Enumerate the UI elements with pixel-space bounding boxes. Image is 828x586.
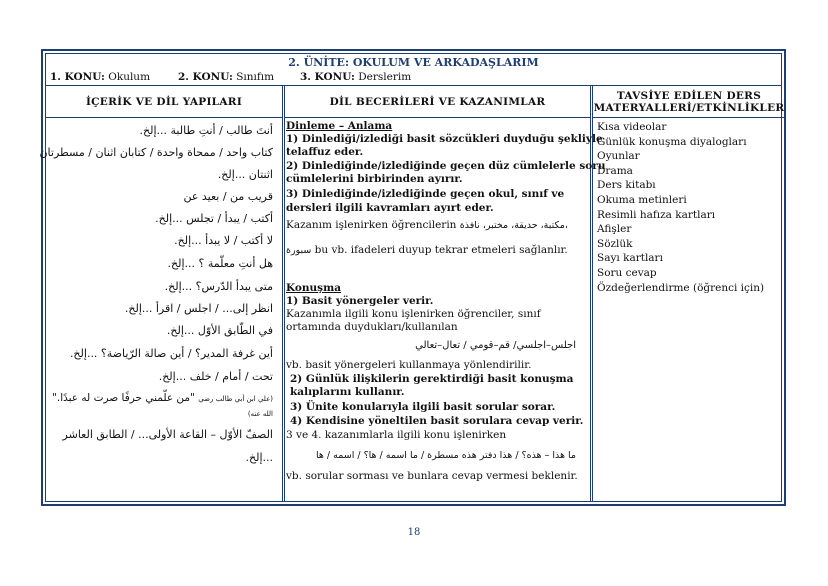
konu-3: 3. KONU: Derslerim (300, 71, 412, 83)
materials-list (597, 120, 764, 295)
list-item: Okuma metinleri (597, 193, 687, 206)
konusma-2b: kalıplarını kullanır. (290, 386, 405, 398)
quote-attribution: الله عنه) (247, 410, 273, 418)
konusma-2a: 2) Günlük ilişkilerin gerektirdiği basit konuşma (290, 373, 574, 385)
konusma-title: Konuşma (286, 282, 341, 294)
list-item: Soru cevap (597, 266, 657, 279)
column-divider-1 (282, 86, 285, 501)
list-item: Oyunlar (597, 150, 640, 163)
kazanim-1a: 1) Dinlediği/izlediği basit sözcükleri duyduğu şekliyle (286, 133, 603, 145)
content-line: هل أنتِ معلّمة ؟ ...إلخ. (167, 257, 273, 270)
table-header (46, 54, 781, 86)
list-item: Günlük konuşma diyalogları (597, 135, 747, 148)
konu-1: 1. KONU: Okulum (50, 71, 151, 83)
column-divider-2 (590, 86, 593, 501)
kazanim-3-note: Kazanım işlenirken öğrencilerin مكتبة، حديقة، مختبر، نافذة، (286, 219, 568, 231)
konusma-1-note-c: vb. basit yönergeleri kullanmaya yönlendirilir. (286, 359, 532, 371)
list-item: Sayı kartları (597, 252, 663, 265)
table-inner (39, 53, 785, 502)
column-header-content: İÇERİK VE DİL YAPILARI (46, 86, 282, 118)
quote-line: (علي ابن أبي طالب رضي "من علّمني حرفًا صرت له عبدًا." (52, 392, 273, 404)
content-line: ...إلخ. (245, 451, 273, 464)
content-line: متى يبدأ الدّرس؟ ...إلخ. (164, 280, 273, 293)
page-number: 18 (407, 527, 421, 538)
konusma-34-arabic: ما هذا – هذه؟ / هذا دفتر هذه مسطرة / ما اسمه / ها؟ / اسمه / ها (316, 450, 576, 461)
konusma-1: 1) Basit yönergeler verir. (286, 295, 434, 307)
kazanim-3a: 3) Dinlediğinde/izlediğinde geçen okul, sınıf ve (286, 188, 565, 200)
kazanim-1b: telaffuz eder. (286, 146, 364, 158)
content-line: في الطّابق الأوّل ...إلخ. (166, 324, 273, 337)
content-line: كتاب واحد / ممحاة واحدة / كتابان اثنان / مسطرتان (39, 146, 273, 159)
content-line: الصفّ الأوّل – القاعة الأولى... / الطابق العاشر (62, 428, 273, 441)
kazanim-2a: 2) Dinlediğinde/izlediğinde geçen düz cümlelerle soru (286, 160, 606, 172)
column-header-skills: DİL BECERİLERİ VE KAZANIMLAR (285, 86, 590, 118)
content-line: أنتَ طالب / أنتِ طالبة ...إلخ. (139, 124, 273, 137)
content-line: اثنتان ...إلخ. (217, 168, 273, 181)
curriculum-table (41, 49, 786, 506)
kazanim-3-note2: سبورة bu vb. ifadeleri duyup tekrar etmeleri sağlanlır. (286, 244, 568, 256)
content-line: انظر إلى... / اجلس / اقرأ ...إلخ. (124, 302, 273, 315)
list-item: Afişler (597, 223, 632, 236)
konusma-34-note: 3 ve 4. kazanımlarla ilgili konu işlenirken (286, 429, 507, 441)
konusma-1-note-b: ortamında duydukları/kullanılan (286, 321, 458, 333)
konusma-4: 4) Kendisine yöneltilen basit sorulara cevap verir. (290, 415, 584, 427)
content-line: قريب من / بعيد عن (183, 190, 273, 203)
konusma-34-note2: vb. sorular sorması ve bunlara cevap vermesi beklenir. (286, 470, 578, 482)
content-line: أين غرفة المدير؟ / أين صالة الرّياضة؟ ...إلخ. (69, 347, 273, 360)
list-item: Drama (597, 164, 633, 177)
konu-2: 2. KONU: Sınıfım (178, 71, 275, 83)
content-line: أكتب / يبدأ / تجلس ...إلخ. (155, 212, 273, 225)
column-header-materials: TAVSİYE EDİLEN DERS MATERYALLERİ/ETKİNLİKLER (593, 86, 785, 118)
list-item: Sözlük (597, 237, 633, 250)
kazanim-3b: dersleri ilgili kavramları ayırt eder. (286, 202, 494, 214)
content-line: تحت / أمام / خلف ...إلخ. (158, 370, 273, 383)
kazanim-2b: cümlelerini birbirinden ayırır. (286, 173, 463, 185)
list-item: Kısa videolar (597, 121, 667, 133)
list-item: Ders kitabı (597, 179, 656, 192)
list-item: Resimli hafıza kartları (597, 208, 716, 221)
konusma-1-note-a: Kazanımla ilgili konu işlenirken öğrenciler, sınıf (286, 308, 541, 320)
unit-title: 2. ÜNİTE: OKULUM VE ARKADAŞLARIM (288, 56, 539, 69)
content-line: لا أكتب / لا يبدأ ...إلخ. (174, 234, 273, 247)
list-item: Özdeğerlendirme (öğrenci için) (597, 281, 765, 294)
konusma-1-arabic: اجلس–اجلسي/ قم–قومي / تعال–تعالي (415, 340, 576, 351)
konusma-3: 3) Ünite konularıyla ilgili basit sorular sorar. (290, 401, 556, 413)
dinleme-title: Dinleme – Anlama (286, 120, 393, 132)
